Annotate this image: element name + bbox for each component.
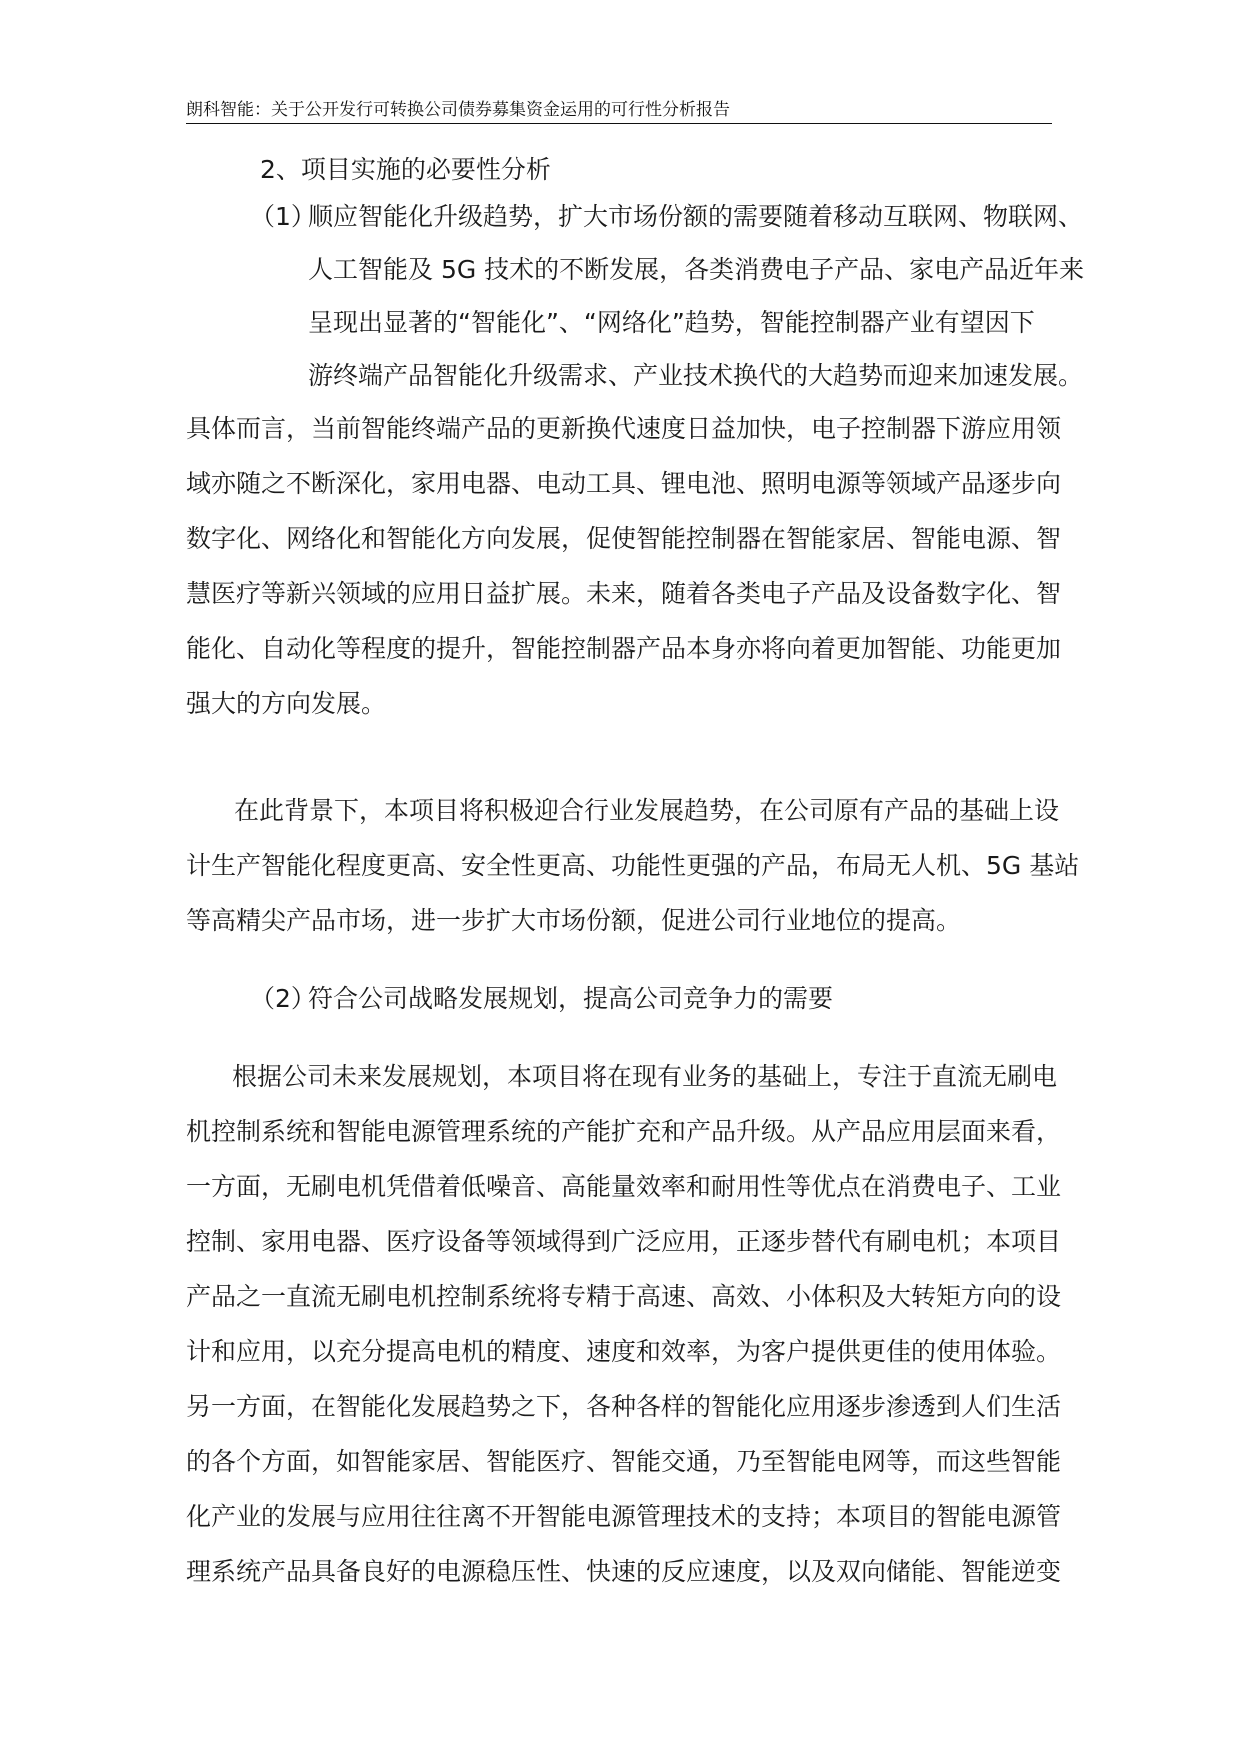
item-1-continuation-line-2: 域亦随之不断深化，家用电器、电动工具、锂电池、照明电源等领域产品逐步向 xyxy=(186,469,1062,498)
item-1-continuation-line-1: 具体而言，当前智能终端产品的更新换代速度日益加快，电子控制器下游应用领 xyxy=(186,414,1062,443)
paragraph-2-line-1: 在此背景下，本项目将积极迎合行业发展趋势，在公司原有产品的基础上设 xyxy=(234,796,1060,825)
item-1-continuation-line-5: 能化、自动化等程度的提升，智能控制器产品本身亦将向着更加智能、功能更加 xyxy=(186,634,1062,663)
item-1-continuation-line-4: 慧医疗等新兴领域的应用日益扩展。未来，随着各类电子产品及设备数字化、智 xyxy=(186,579,1062,608)
item-2-title: 符合公司战略发展规划，提高公司竞争力的需要 xyxy=(308,984,834,1013)
paragraph-2-line-2: 计生产智能化程度更高、安全性更高、功能性更强的产品，布局无人机、5G 基站 xyxy=(186,851,1080,880)
paragraph-3-line-2: 机控制系统和智能电源管理系统的产能扩充和产品升级。从产品应用层面来看， xyxy=(186,1117,1062,1146)
item-1-marker: （1） xyxy=(250,202,316,231)
paragraph-3-line-10: 理系统产品具备良好的电源稳压性、快速的反应速度，以及双向储能、智能逆变 xyxy=(186,1557,1062,1586)
item-1-line-2: 人工智能及 5G 技术的不断发展，各类消费电子产品、家电产品近年来 xyxy=(308,255,1085,284)
item-1-line-3: 呈现出显著的“智能化”、“网络化”趋势，智能控制器产业有望因下 xyxy=(308,308,1035,337)
item-2-marker: （2） xyxy=(250,984,316,1013)
item-1-first-line xyxy=(250,190,1083,243)
paragraph-3-line-9: 化产业的发展与应用往往离不开智能电源管理技术的支持；本项目的智能电源管 xyxy=(186,1502,1062,1531)
section-heading: 2、项目实施的必要性分析 xyxy=(260,155,551,184)
item-1-line-1: 顺应智能化升级趋势，扩大市场份额的需要随着移动互联网、物联网、 xyxy=(308,202,1084,231)
running-header: 朗科智能：关于公开发行可转换公司债券募集资金运用的可行性分析报告 xyxy=(186,100,730,120)
paragraph-3-line-6: 计和应用，以充分提高电机的精度、速度和效率，为客户提供更佳的使用体验。 xyxy=(186,1337,1062,1366)
header-rule xyxy=(186,123,1052,124)
paragraph-2-line-3: 等高精尖产品市场，进一步扩大市场份额，促进公司行业地位的提高。 xyxy=(186,906,962,935)
item-1-line-4: 游终端产品智能化升级需求、产业技术换代的大趋势而迎来加速发展。 xyxy=(308,361,1084,390)
item-1-continuation-line-3: 数字化、网络化和智能化方向发展，促使智能控制器在智能家居、智能电源、智 xyxy=(186,524,1062,553)
item-2-heading xyxy=(250,972,833,1025)
paragraph-3-line-1: 根据公司未来发展规划，本项目将在现有业务的基础上，专注于直流无刷电 xyxy=(232,1062,1058,1091)
item-1-continuation-line-6: 强大的方向发展。 xyxy=(186,689,387,718)
paragraph-3-line-8: 的各个方面，如智能家居、智能医疗、智能交通，乃至智能电网等，而这些智能 xyxy=(186,1447,1062,1476)
paragraph-3-line-5: 产品之一直流无刷电机控制系统将专精于高速、高效、小体积及大转矩方向的设 xyxy=(186,1282,1062,1311)
paragraph-3-line-7: 另一方面，在智能化发展趋势之下，各种各样的智能化应用逐步渗透到人们生活 xyxy=(186,1392,1062,1421)
paragraph-3-line-4: 控制、家用电器、医疗设备等领域得到广泛应用，正逐步替代有刷电机；本项目 xyxy=(186,1227,1062,1256)
paragraph-3-line-3: 一方面，无刷电机凭借着低噪音、高能量效率和耐用性等优点在消费电子、工业 xyxy=(186,1172,1062,1201)
